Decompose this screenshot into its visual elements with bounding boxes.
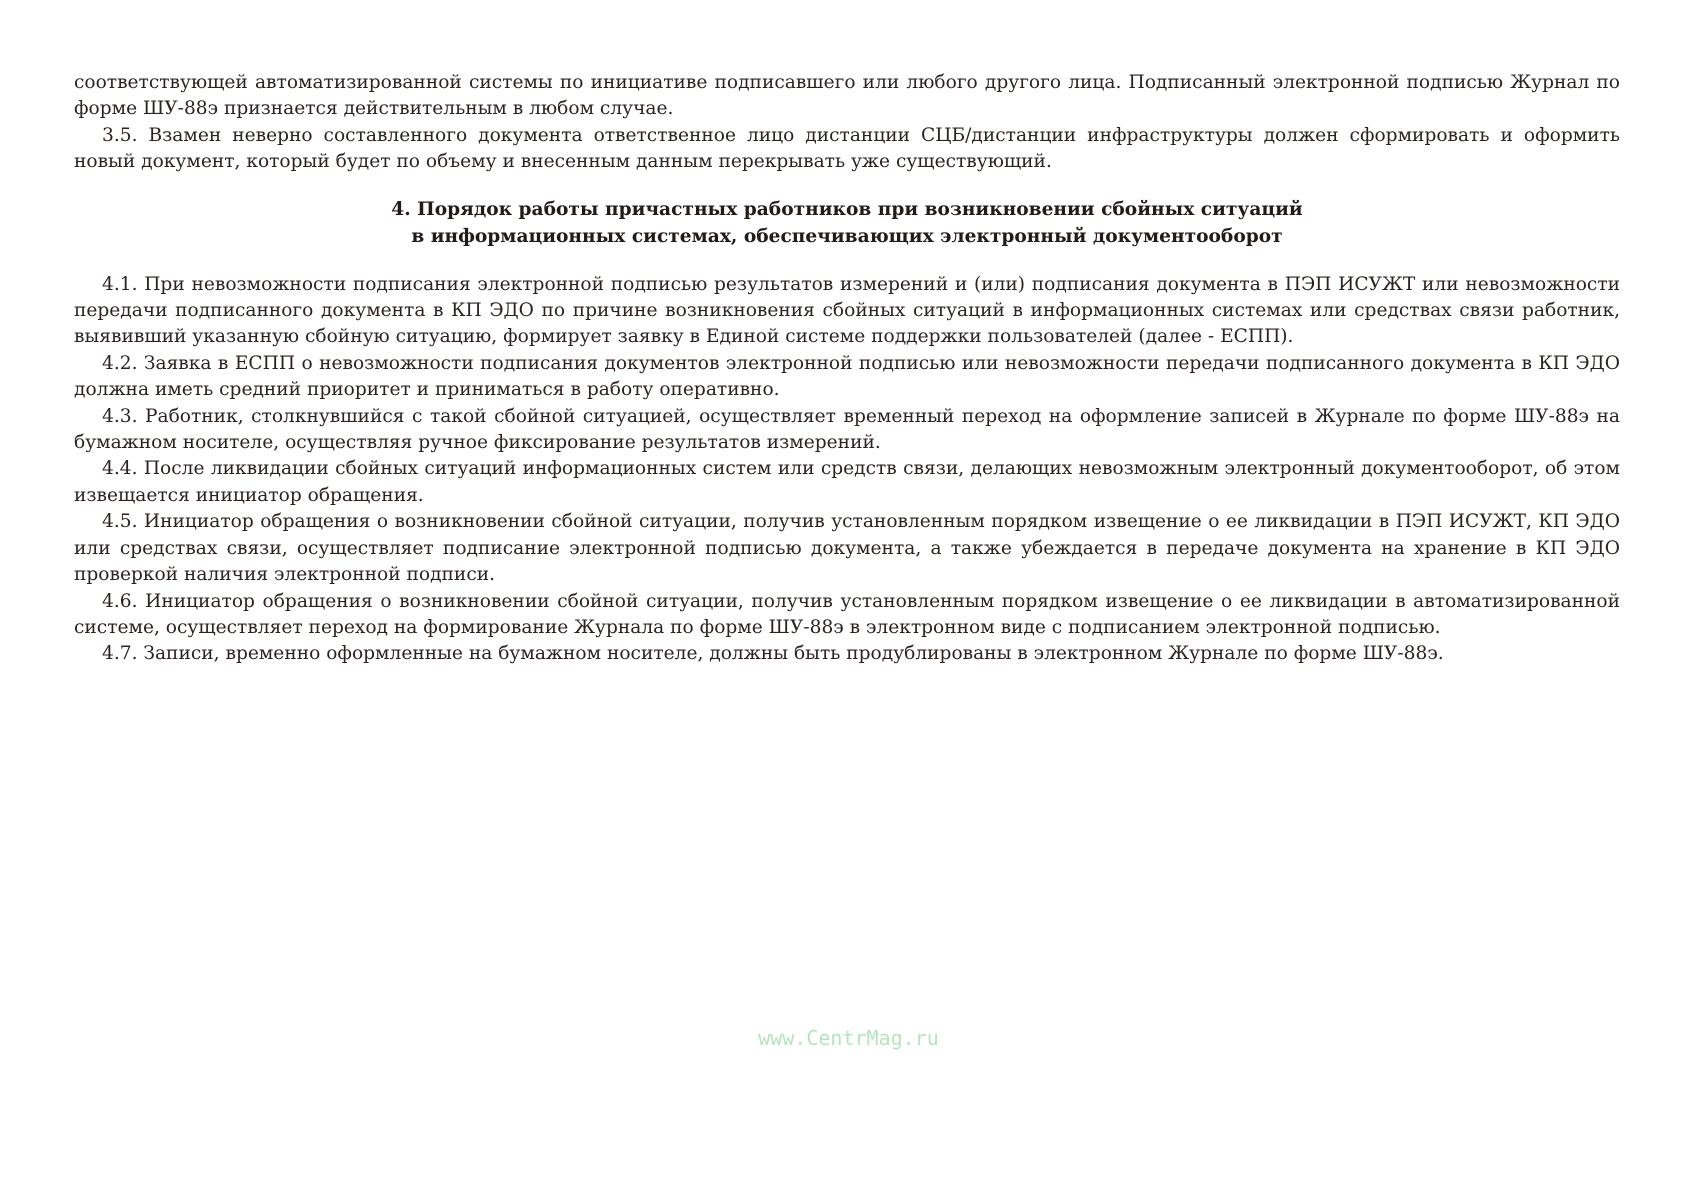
section-4-heading [74,196,1620,250]
paragraph-4-3: 4.3. Работник, столкнувшийся с такой сбойной ситуацией, осуществляет временный переход на оформление записей в Журнале по форме ШУ-88э на бумажном носителе, осуществляя ручное фиксирование результатов измерений. [74,405,1620,454]
paragraph-4-6: 4.6. Инициатор обращения о возникновении сбойной ситуации, получив установленным порядком извещение о ее ликвидации в автоматизированной системе, осуществляет переход на формирование Журнала по форме ШУ-88э в электронном виде с подписанием электронной подписью. [74,590,1620,638]
paragraph-4-2: 4.2. Заявка в ЕСПП о невозможности подписания документов электронной подписью или невозможности передачи подписанного документа в КП ЭДО должна иметь средний приоритет и приниматься в работу оперативно. [74,352,1620,401]
document-page [74,70,1620,668]
paragraph-continuation: соответствующей автоматизированной системы по инициативе подписавшего или любого другого лица. Подписанный электронной подписью Журнал по форме ШУ-88э признается действительным в любом случае. [74,72,1620,120]
section-4-heading-line-2: в информационных системах, обеспечивающих электронный документооборот [411,225,1283,247]
paragraph-4-4: 4.4. После ликвидации сбойных ситуаций информационных систем или средств связи, делающих невозможным электронный документооборот, об этом извещается инициатор обращения. [74,458,1620,506]
paragraph-4-7: 4.7. Записи, временно оформленные на бумажном носителе, должны быть продублированы в электронном Журнале по форме ШУ-88э. [102,643,1444,665]
watermark: www.CentrMag.ru [758,1026,939,1050]
section-4-heading-line-1: 4. Порядок работы причастных работников при возникновении сбойных ситуаций [391,198,1303,220]
paragraph-4-5: 4.5. Инициатор обращения о возникновении сбойной ситуации, получив установленным порядком извещение о ее ликвидации в ПЭП ИСУЖТ, КП ЭДО или средствах связи, осуществляет подписание электронной подписью документа, а также убеждается в передаче документа на хранение в КП ЭДО проверкой наличия электронной подписи. [74,511,1620,586]
paragraph-3-5: 3.5. Взамен неверно составленного документа ответственное лицо дистанции СЦБ/дистанции инфраструктуры должен сформировать и оформить новый документ, который будет по объему и внесенным данным перекрывать уже существующий. [74,124,1620,173]
paragraph-4-1: 4.1. При невозможности подписания электронной подписью результатов измерений и (или) подписания документа в ПЭП ИСУЖТ или невозможности передачи подписанного документа в КП ЭДО по причине возникновения сбойных ситуаций в информационных системах или средствах связи работник, выявивший указанную сбойную ситуацию, формирует заявку в Единой системе поддержки пользователей (далее - ЕСПП). [74,273,1620,348]
